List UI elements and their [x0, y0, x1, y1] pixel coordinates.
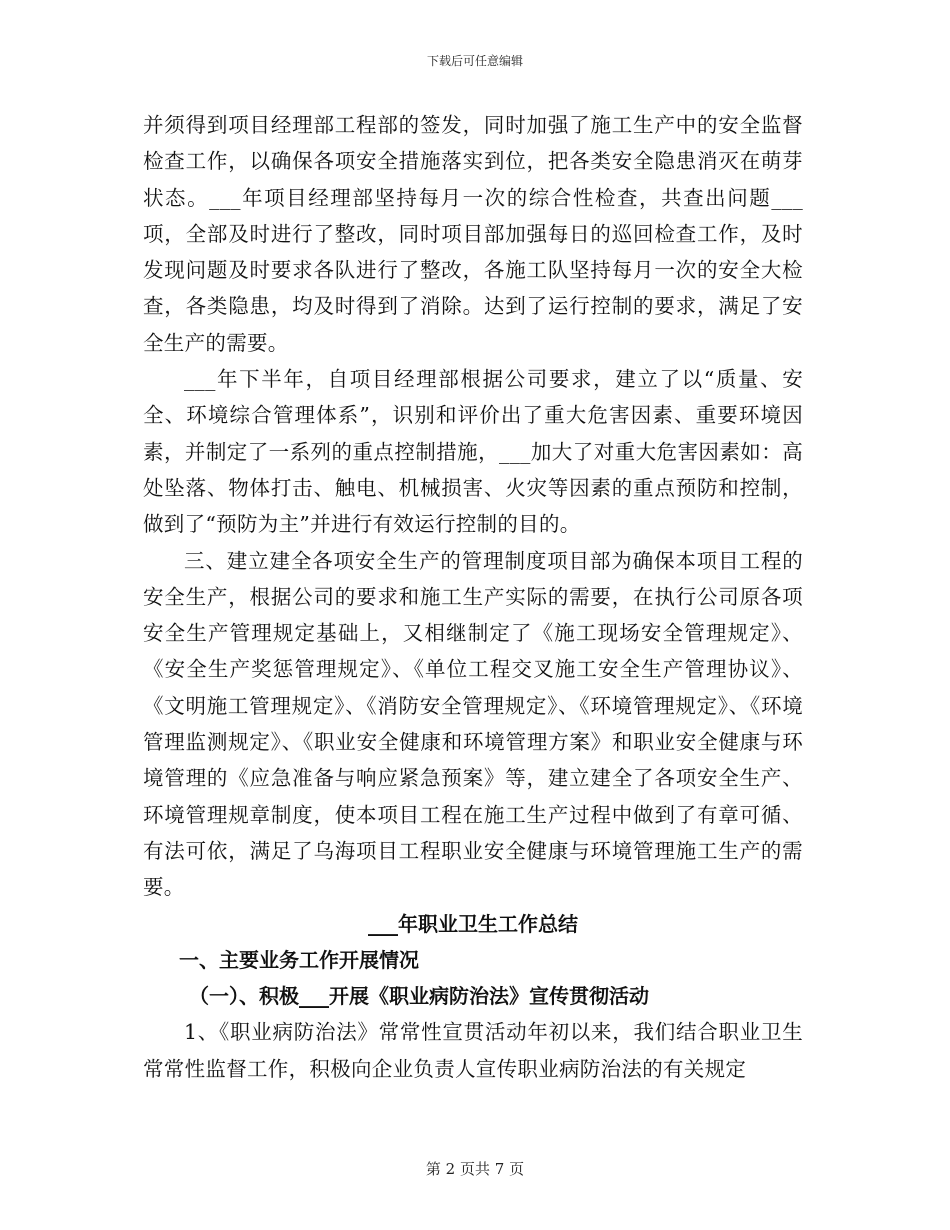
subheading-propaganda: （一）、积极___开展《职业病防治法》宣传贯彻活动 [189, 984, 649, 1009]
paragraph-safety-inspection: 并须得到项目经理部工程部的签发，同时加强了施工生产中的安全监督检查工作，以确保各项安全措施落实到位，把各类安全隐患消灭在萌芽状态。___年项目经理部坚持每月一次的综合性检查，共查出问题___项，全部及时进行了整改，同时项目部加强每日的巡回检查工作，及时发现问题及时要求各队进行了整改，各施工队坚持每月一次的安全大检查，各类隐患，均及时得到了消除。达到了运行控制的要求，满足了安全生产的需要。 [143, 113, 803, 355]
paragraph-management-system: ___年下半年，自项目经理部根据公司要求，建立了以“质量、安全、环境综合管理体系”，识别和评价出了重大危害因素、重要环境因素，并制定了一系列的重点控制措施，___加大了对重大危害因素如：高处坠落、物体打击、触电、机械损害、火灾等因素的重点预防和控制，做到了“预防为主”并进行有效运行控制的目的。 [143, 367, 803, 537]
paragraph-propaganda-activity: 1、《职业病防治法》常常性宣贯活动年初以来，我们结合职业卫生常常性监督工作，积极向企业负责人宣传职业病防治法的有关规定 [143, 1020, 803, 1081]
document-body [143, 107, 803, 1087]
subheading-main-work: 一、主要业务工作开展情况 [179, 947, 419, 972]
page-footer: 第 2 页共 7 页 [425, 1160, 525, 1178]
page-header: 下载后可任意编辑 [426, 54, 523, 68]
paragraph-regulations: 三、建立建全各项安全生产的管理制度项目部为确保本项目工程的安全生产，根据公司的要求和施工生产实际的需要，在执行公司原各项安全生产管理规定基础上，又相继制定了《施工现场安全管理规定》、《安全生产奖惩管理规定》、《单位工程交叉施工安全生产管理协议》、《文明施工管理规定》、《消防安全管理规定》、《环境管理规定》、《环境管理监测规定》、《职业安全健康和环境管理方案》和职业安全健康与环境管理的《应急准备与响应紧急预案》等，建立建全了各项安全生产、环境管理规章制度，使本项目工程在施工生产过程中做到了有章可循、有法可依，满足了乌海项目工程职业安全健康与环境管理施工生产的需要。 [143, 548, 803, 900]
section-title: ___年职业卫生工作总结 [368, 911, 578, 936]
